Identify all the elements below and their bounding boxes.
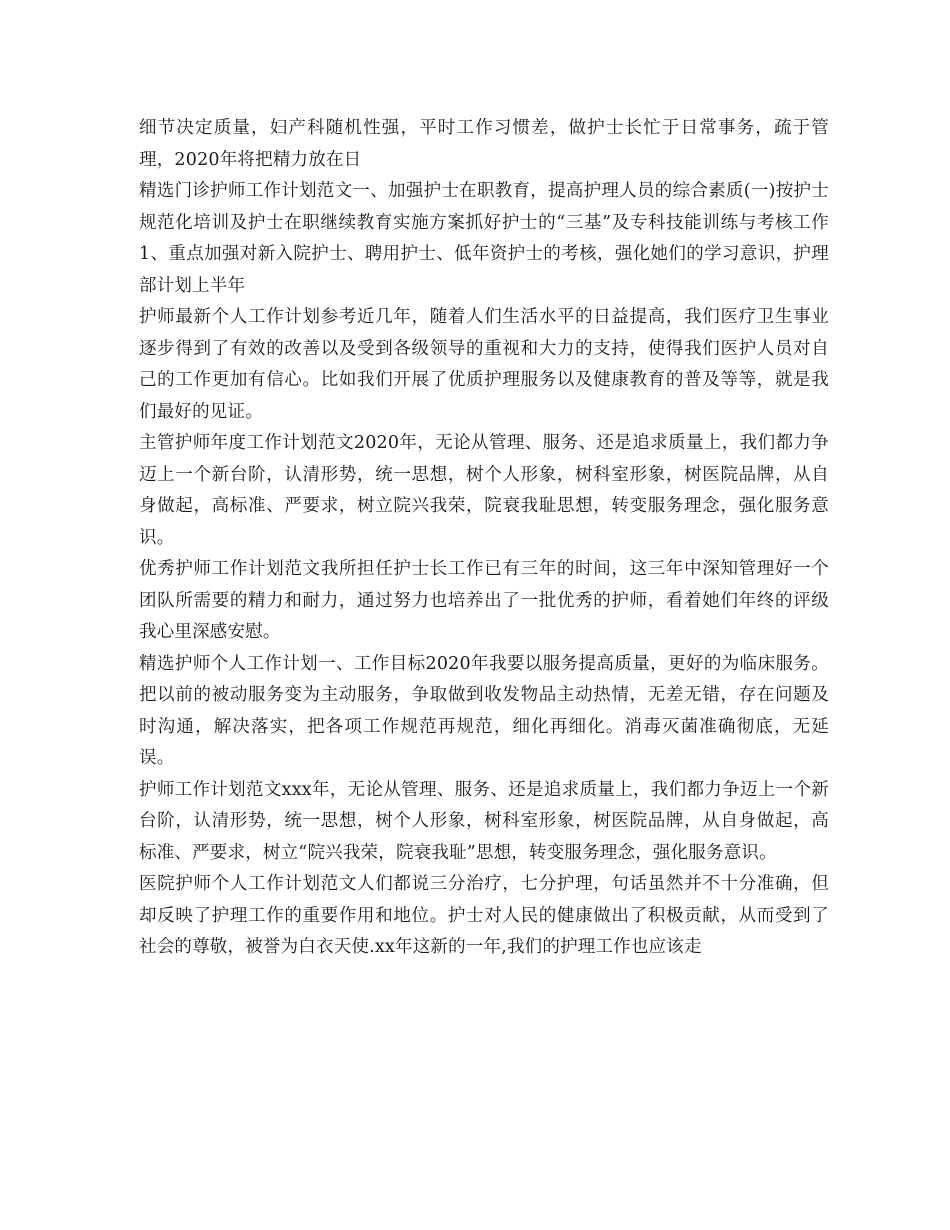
paragraph: 护师最新个人工作计划参考近几年，随着人们生活水平的日益提高，我们医疗卫生事业逐步得到了有效的改善以及受到各级领导的重视和大力的支持，使得我们医护人员对自己的工作更加有信心。比如我们开展了优质护理服务以及健康教育的普及等等，就是我们最好的见证。 — [139, 307, 829, 422]
paragraph: 细节决定质量，妇产科随机性强，平时工作习惯差，做护士长忙于日常事务，疏于管理，2020年将把精力放在日 — [139, 118, 829, 170]
paragraph: 优秀护师工作计划范文我所担任护士长工作已有三年的时间，这三年中深知管理好一个团队所需要的精力和耐力，通过努力也培养出了一批优秀的护师，看着她们年终的评级我心里深感安慰。 — [139, 559, 829, 642]
paragraph: 精选门诊护师工作计划范文一、加强护士在职教育，提高护理人员的综合素质(一)按护士规范化培训及护士在职继续教育实施方案抓好护士的“三基”及专科技能训练与考核工作1、重点加强对新入院护士、聘用护士、低年资护士的考核，强化她们的学习意识，护理部计划上半年 — [139, 181, 829, 296]
paragraph: 精选护师个人工作计划一、工作目标2020年我要以服务提高质量，更好的为临床服务。把以前的被动服务变为主动服务，争取做到收发物品主动热情，无差无错，存在问题及时沟通，解决落实，把各项工作规范再规范，细化再细化。消毒灭菌准确彻底，无延误。 — [139, 653, 829, 768]
document-body — [139, 113, 829, 964]
paragraph: 主管护师年度工作计划范文2020年，无论从管理、服务、还是追求质量上，我们都力争迈上一个新台阶，认清形势，统一思想，树个人形象，树科室形象，树医院品牌，从自身做起，高标准、严要求，树立院兴我荣，院衰我耻思想，转变服务理念，强化服务意识。 — [139, 433, 829, 548]
paragraph: 医院护师个人工作计划范文人们都说三分治疗，七分护理，句话虽然并不十分准确，但却反映了护理工作的重要作用和地位。护士对人民的健康做出了积极贡献，从而受到了社会的尊敬，被誉为白衣天使.xx年这新的一年,我们的护理工作也应该走 — [139, 874, 829, 957]
paragraph: 护师工作计划范文xxx年，无论从管理、服务、还是追求质量上，我们都力争迈上一个新台阶，认清形势，统一思想，树个人形象，树科室形象，树医院品牌，从自身做起，高标准、严要求，树立“院兴我荣，院衰我耻”思想，转变服务理念，强化服务意识。 — [139, 779, 829, 863]
